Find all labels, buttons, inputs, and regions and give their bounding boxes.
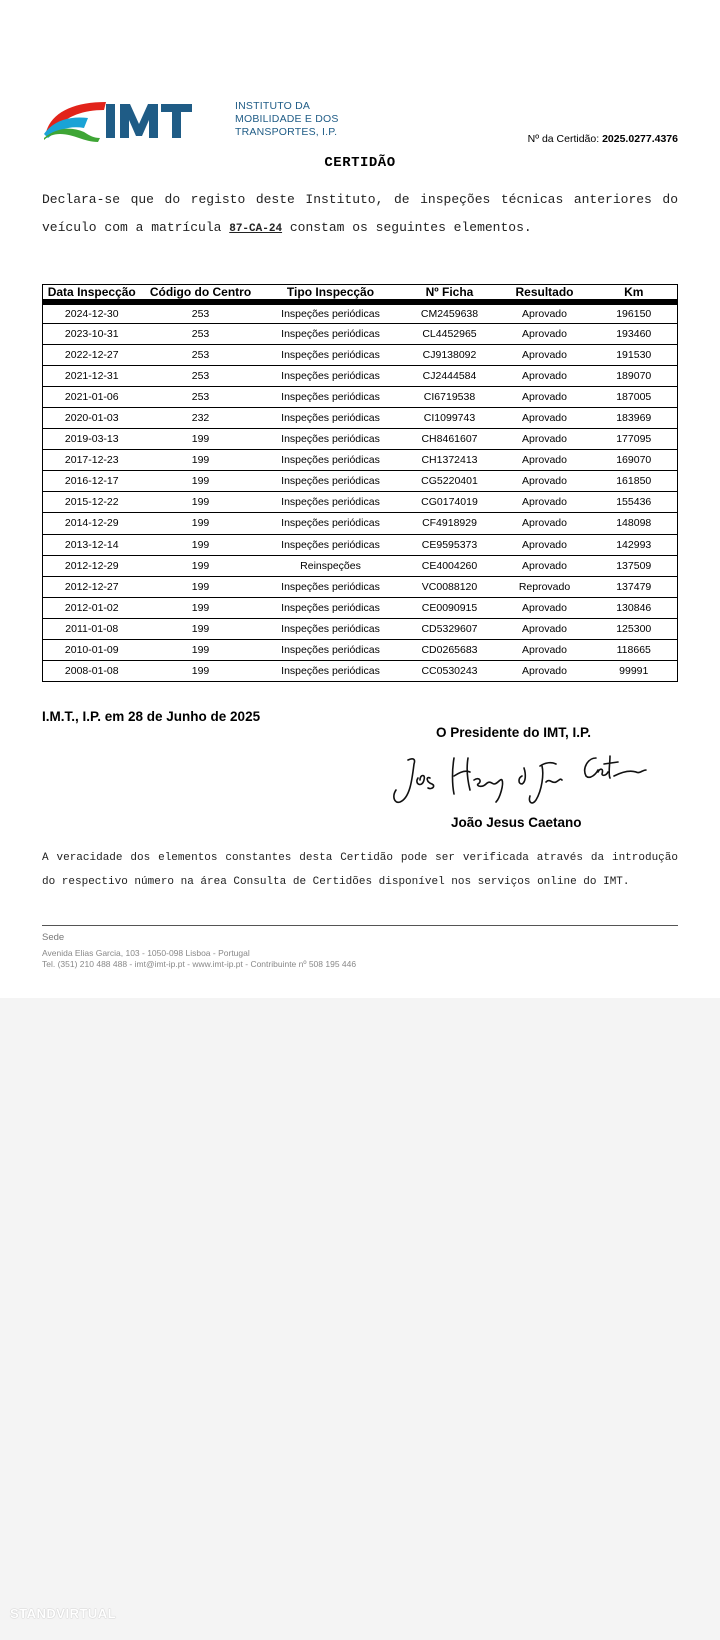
cell-sheet: CD0265683 [401,640,499,661]
cell-km: 142993 [591,534,678,555]
logo-subtitle [235,100,339,139]
cell-date: 2008-01-08 [43,661,141,682]
cell-center: 253 [141,344,261,365]
cell-result: Aprovado [499,618,591,639]
footer-divider [42,925,678,926]
cell-result: Aprovado [499,534,591,555]
cell-km: 148098 [591,513,678,534]
cell-type: Reinspeções [261,555,401,576]
watermark: STANDVIRTUAL [10,1606,117,1621]
column-header-center: Código do Centro [141,285,261,303]
sede-label: Sede [42,932,65,943]
cell-km: 177095 [591,429,678,450]
cell-sheet: CH1372413 [401,450,499,471]
cell-type: Inspeções periódicas [261,302,401,323]
imt-logo [44,96,339,146]
cell-type: Inspeções periódicas [261,597,401,618]
cell-type: Inspeções periódicas [261,386,401,407]
cell-type: Inspeções periódicas [261,640,401,661]
column-header-sheet: Nº Ficha [401,285,499,303]
column-header-km: Km [591,285,678,303]
cell-result: Aprovado [499,555,591,576]
cell-result: Aprovado [499,365,591,386]
inspections-table [42,284,678,682]
cell-center: 199 [141,429,261,450]
certificate-number [528,133,678,145]
table-body [43,302,678,682]
table-row [43,407,678,428]
column-header-type: Tipo Inspecção [261,285,401,303]
cell-date: 2011-01-08 [43,618,141,639]
cell-km: 137479 [591,576,678,597]
cell-result: Aprovado [499,386,591,407]
cell-sheet: CD5329607 [401,618,499,639]
cell-type: Inspeções periódicas [261,323,401,344]
cell-km: 155436 [591,492,678,513]
cell-result: Aprovado [499,302,591,323]
address-line: Avenida Elias Garcia, 103 - 1050-098 Lisboa - Portugal [42,948,250,958]
logo-text [44,96,46,97]
cell-type: Inspeções periódicas [261,344,401,365]
cell-center: 253 [141,386,261,407]
cell-type: Inspeções periódicas [261,407,401,428]
intro-paragraph [42,186,678,243]
cell-date: 2021-01-06 [43,386,141,407]
table-row [43,365,678,386]
cell-sheet: CC0530243 [401,661,499,682]
table-row [43,344,678,365]
cell-date: 2012-01-02 [43,597,141,618]
cell-center: 232 [141,407,261,428]
cell-km: 161850 [591,471,678,492]
table-row [43,429,678,450]
cell-date: 2023-10-31 [43,323,141,344]
table-row [43,323,678,344]
table-row [43,471,678,492]
cell-type: Inspeções periódicas [261,429,401,450]
cell-km: 169070 [591,450,678,471]
cell-result: Aprovado [499,492,591,513]
table-row [43,661,678,682]
cell-result: Aprovado [499,407,591,428]
cell-date: 2017-12-23 [43,450,141,471]
cell-result: Aprovado [499,471,591,492]
certificate-number-value: 2025.0277.4376 [602,133,678,145]
verification-note: A veracidade dos elementos constantes desta Certidão pode ser verificada através da introdução do respectivo número na área Consulta de Certidões disponível nos serviços online do IMT. [42,852,678,888]
contact-line: Tel. (351) 210 488 488 - imt@imt-ip.pt - www.imt-ip.pt - Contribuinte nº 508 195 446 [42,958,357,969]
cell-km: 130846 [591,597,678,618]
table-row [43,450,678,471]
cell-result: Aprovado [499,450,591,471]
intro-text-before: Declara-se que do registo deste Instituto, de inspeções técnicas anteriores do veículo com a matrícula [42,192,678,235]
cell-type: Inspeções periódicas [261,471,401,492]
cell-sheet: VC0088120 [401,576,499,597]
cell-km: 137509 [591,555,678,576]
cell-date: 2012-12-27 [43,576,141,597]
intro-text-after: constam os seguintes elementos. [282,220,532,235]
cell-center: 253 [141,323,261,344]
cell-type: Inspeções periódicas [261,365,401,386]
cell-date: 2014-12-29 [43,513,141,534]
cell-sheet: CG0174019 [401,492,499,513]
cell-sheet: CL4452965 [401,323,499,344]
cell-result: Aprovado [499,513,591,534]
cell-sheet: CJ9138092 [401,344,499,365]
cell-date: 2012-12-29 [43,555,141,576]
cell-date: 2019-03-13 [43,429,141,450]
cell-result: Aprovado [499,429,591,450]
cell-result: Aprovado [499,344,591,365]
cell-date: 2016-12-17 [43,471,141,492]
cell-sheet: CF4918929 [401,513,499,534]
cell-sheet: CM2459638 [401,302,499,323]
signer-name: João Jesus Caetano [451,815,582,830]
cell-km: 193460 [591,323,678,344]
cell-result: Reprovado [499,576,591,597]
imt-logo-mark [44,98,229,144]
cell-result: Aprovado [499,323,591,344]
cell-date: 2024-12-30 [43,302,141,323]
cell-sheet: CJ2444584 [401,365,499,386]
cell-date: 2022-12-27 [43,344,141,365]
cell-result: Aprovado [499,640,591,661]
president-title: O Presidente do IMT, I.P. [436,725,592,740]
cell-date: 2015-12-22 [43,492,141,513]
column-header-result: Resultado [499,285,591,303]
cell-center: 199 [141,640,261,661]
cell-center: 199 [141,492,261,513]
cell-center: 199 [141,450,261,471]
table-row [43,534,678,555]
cell-date: 2010-01-09 [43,640,141,661]
cell-sheet: CI1099743 [401,407,499,428]
cell-sheet: CH8461607 [401,429,499,450]
cell-sheet: CE9595373 [401,534,499,555]
cell-center: 199 [141,555,261,576]
logo-subtitle-line: INSTITUTO DA [235,100,311,112]
certificate-number-label: Nº da Certidão: [527,133,600,145]
cell-date: 2021-12-31 [43,365,141,386]
table-header-row [43,285,678,303]
table-row [43,640,678,661]
cell-sheet: CG5220401 [401,471,499,492]
logo-subtitle-line: TRANSPORTES, I.P. [235,126,338,138]
table-row [43,576,678,597]
column-header-date: Data Inspecção [43,285,141,303]
cell-center: 199 [141,597,261,618]
cell-center: 253 [141,302,261,323]
cell-type: Inspeções periódicas [261,576,401,597]
cell-km: 183969 [591,407,678,428]
cell-center: 199 [141,471,261,492]
cell-center: 199 [141,534,261,555]
footer-address [42,948,356,969]
logo-subtitle-line: MOBILIDADE E DOS [235,113,339,125]
cell-date: 2013-12-14 [43,534,141,555]
cell-center: 199 [141,661,261,682]
cell-type: Inspeções periódicas [261,513,401,534]
cell-center: 199 [141,513,261,534]
cell-center: 253 [141,365,261,386]
cell-km: 99991 [591,661,678,682]
cell-km: 125300 [591,618,678,639]
cell-sheet: CE4004260 [401,555,499,576]
cell-date: 2020-01-03 [43,407,141,428]
table-row [43,513,678,534]
document-title: CERTIDÃO [324,155,396,171]
cell-km: 118665 [591,640,678,661]
cell-sheet: CE0090915 [401,597,499,618]
cell-center: 199 [141,576,261,597]
cell-km: 196150 [591,302,678,323]
license-plate: 87-CA-24 [229,223,283,235]
cell-type: Inspeções periódicas [261,534,401,555]
cell-km: 187005 [591,386,678,407]
cell-result: Aprovado [499,597,591,618]
cell-km: 189070 [591,365,678,386]
cell-km: 191530 [591,344,678,365]
cell-type: Inspeções periódicas [261,450,401,471]
cell-sheet: CI6719538 [401,386,499,407]
cell-type: Inspeções periódicas [261,661,401,682]
handwritten-signature [390,750,650,810]
place-date: I.M.T., I.P. em 28 de Junho de 2025 [42,709,261,724]
table-row [43,302,678,323]
table-row [43,492,678,513]
cell-type: Inspeções periódicas [261,618,401,639]
table-row [43,618,678,639]
table-row [43,597,678,618]
cell-center: 199 [141,618,261,639]
cell-type: Inspeções periódicas [261,492,401,513]
table-row [43,386,678,407]
table-row [43,555,678,576]
cell-result: Aprovado [499,661,591,682]
